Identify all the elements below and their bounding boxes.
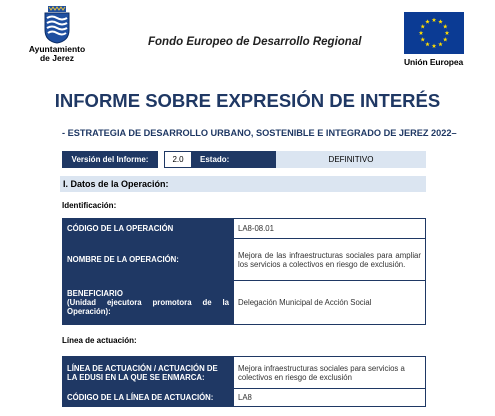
eu-star-icon — [420, 37, 425, 41]
beneficiario-key: BENEFICIARIO (Unidad ejecutora promotora de la Operación): — [63, 281, 234, 325]
section-heading-datos-operacion: I. Datos de la Operación: — [60, 176, 426, 192]
table-row — [63, 239, 426, 281]
identificacion-table — [62, 218, 426, 325]
identificacion-label: Identificación: — [62, 201, 117, 210]
nombre-operacion-value: Mejora de las infraestructuras sociales para ampliar los servicios a colectivos en riesgo de exclusión. — [234, 239, 426, 281]
eu-star-icon — [432, 44, 437, 48]
linea-actuacion-key: LÍNEA DE ACTUACIÓN / ACTUACIÓN DE LA EDUSI EN LA QUE SE ENMARCA: — [63, 357, 234, 389]
version-value: 2.0 — [164, 151, 192, 168]
city-logo — [22, 6, 92, 64]
city-logo-line2: de Jerez — [39, 53, 75, 63]
version-row — [62, 151, 426, 168]
beneficiario-value: Delegación Municipal de Acción Social — [234, 281, 426, 325]
estado-value: DEFINITIVO — [276, 151, 426, 168]
eu-flag-icon — [404, 12, 464, 54]
eu-label: Unión Europea — [404, 57, 464, 67]
codigo-linea-key: CÓDIGO DE LA LÍNEA DE ACTUACIÓN: — [63, 389, 234, 407]
fund-title: Fondo Europeo de Desarrollo Regional — [148, 36, 362, 48]
linea-actuacion-label: Línea de actuación: — [62, 336, 137, 345]
version-label: Versión del Informe: — [62, 151, 158, 168]
page-title: INFORME SOBRE EXPRESIÓN DE INTERÉS — [54, 90, 441, 111]
table-row — [63, 357, 426, 389]
jerez-coat-of-arms-icon — [42, 6, 72, 44]
nombre-operacion-key: NOMBRE DE LA OPERACIÓN: — [63, 239, 234, 281]
page-subtitle: - ESTRATEGIA DE DESARROLLO URBANO, SOSTENIBLE E INTEGRADO DE JEREZ 2022– — [62, 128, 457, 138]
eu-star-icon — [425, 19, 430, 23]
eu-star-icon — [432, 18, 437, 22]
eu-star-icon — [438, 42, 443, 46]
eu-star-icon — [420, 24, 425, 28]
linea-actuacion-value: Mejora infraestructuras sociales para servicios a colectivos en riesgo de exclusión — [234, 357, 426, 389]
table-row — [63, 281, 426, 325]
eu-star-icon — [438, 19, 443, 23]
eu-star-icon — [425, 42, 430, 46]
codigo-linea-value: LA8 — [234, 389, 426, 407]
table-row — [63, 219, 426, 239]
eu-star-icon — [443, 37, 448, 41]
linea-actuacion-table — [62, 356, 426, 407]
table-row — [63, 389, 426, 407]
city-logo-line1: Ayuntamiento — [28, 44, 86, 54]
codigo-operacion-value: LA8-08.01 — [234, 219, 426, 239]
eu-logo — [404, 12, 464, 67]
eu-star-icon — [445, 31, 450, 35]
codigo-operacion-key: CÓDIGO DE LA OPERACIÓN — [63, 219, 234, 239]
estado-label: Estado: — [192, 151, 276, 168]
eu-star-icon — [443, 24, 448, 28]
eu-star-icon — [419, 31, 424, 35]
